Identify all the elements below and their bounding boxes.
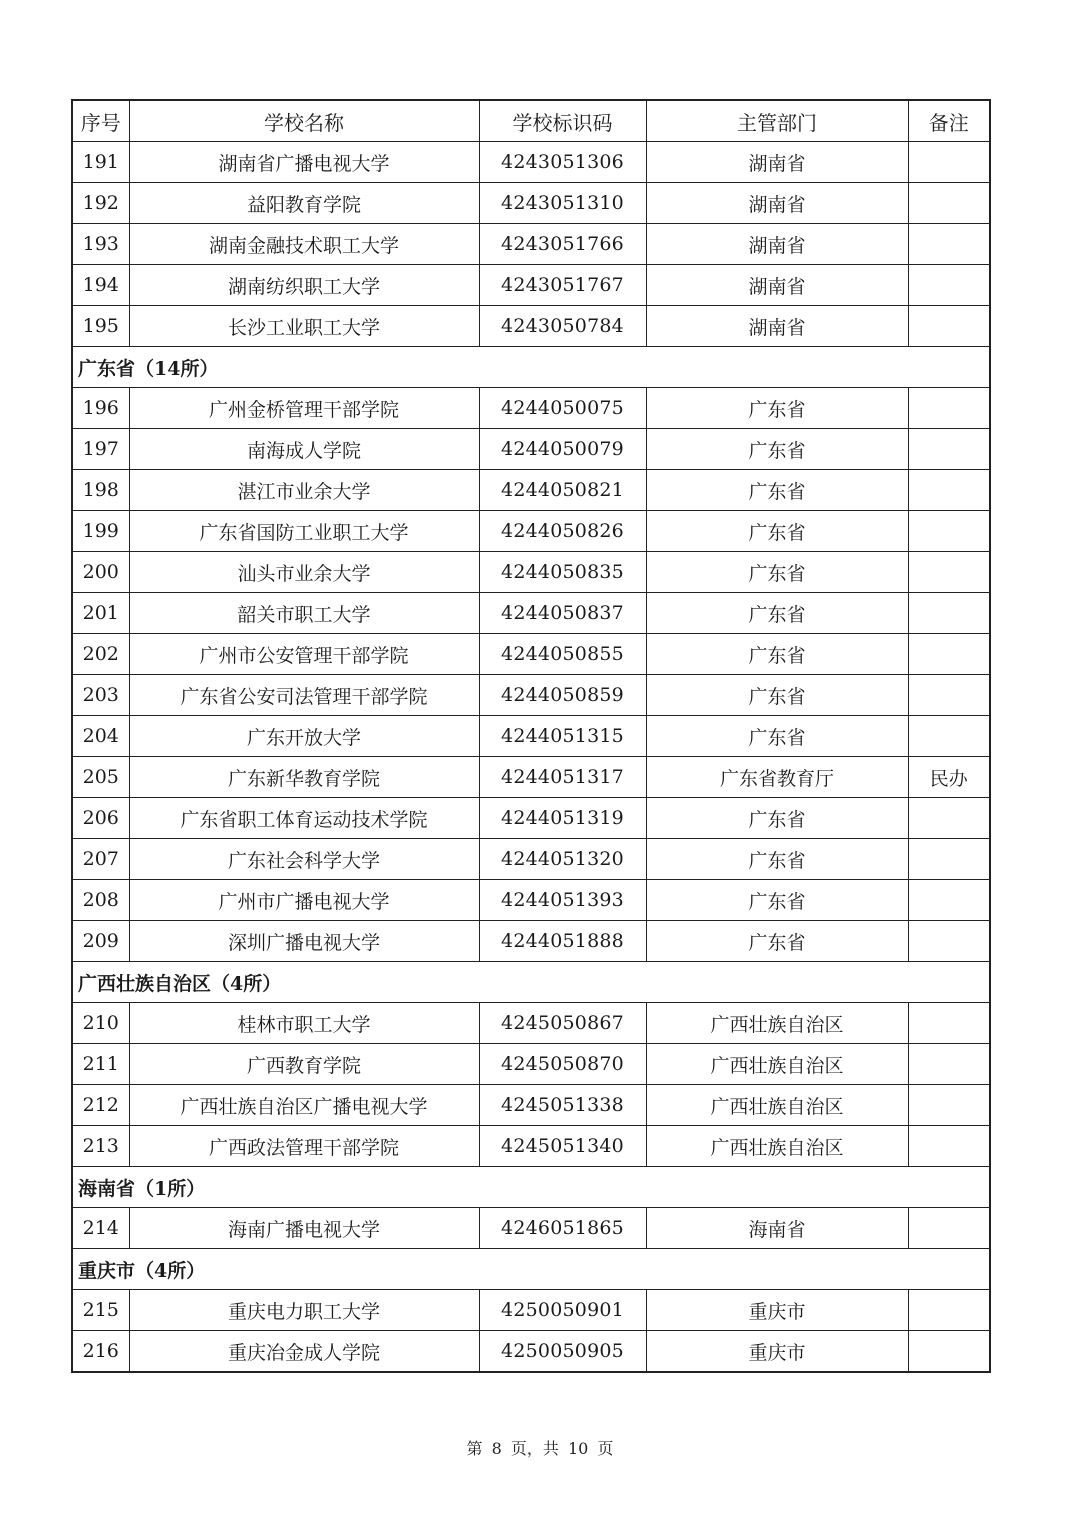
school-name-cell: 广西政法管理干部学院 [129, 1126, 479, 1167]
school-code-cell: 4243051767 [479, 265, 646, 306]
school-code-cell: 4244051315 [479, 716, 646, 757]
table-row [72, 839, 990, 880]
school-code-cell: 4244050859 [479, 675, 646, 716]
school-name-cell: 深圳广播电视大学 [129, 921, 479, 962]
department-cell: 广东省 [646, 388, 908, 429]
department-cell: 湖南省 [646, 224, 908, 265]
department-cell: 重庆市 [646, 1290, 908, 1331]
note-cell [908, 593, 990, 634]
index-cell: 212 [72, 1085, 129, 1126]
index-cell: 195 [72, 306, 129, 347]
note-cell [908, 1003, 990, 1044]
school-code-cell: 4244051317 [479, 757, 646, 798]
department-cell: 广东省 [646, 552, 908, 593]
department-cell: 广东省教育厅 [646, 757, 908, 798]
table-row [72, 142, 990, 183]
note-cell [908, 675, 990, 716]
department-cell: 重庆市 [646, 1331, 908, 1373]
index-cell: 205 [72, 757, 129, 798]
note-cell [908, 1208, 990, 1249]
table-row [72, 1290, 990, 1331]
index-cell: 193 [72, 224, 129, 265]
school-code-cell: 4245050870 [479, 1044, 646, 1085]
department-cell: 广西壮族自治区 [646, 1085, 908, 1126]
school-name-cell: 重庆电力职工大学 [129, 1290, 479, 1331]
school-name-cell: 汕头市业余大学 [129, 552, 479, 593]
school-name-cell: 湖南纺织职工大学 [129, 265, 479, 306]
table-row [72, 1003, 990, 1044]
school-name-cell: 广东省职工体育运动技术学院 [129, 798, 479, 839]
school-code-cell: 4244050855 [479, 634, 646, 675]
group-header-row [72, 1167, 990, 1208]
school-code-cell: 4244050079 [479, 429, 646, 470]
index-cell: 216 [72, 1331, 129, 1373]
department-cell: 广东省 [646, 798, 908, 839]
table-row [72, 1126, 990, 1167]
note-cell [908, 388, 990, 429]
table-row [72, 593, 990, 634]
index-cell: 191 [72, 142, 129, 183]
group-label: 广西壮族自治区（4所） [72, 962, 990, 1003]
index-cell: 202 [72, 634, 129, 675]
index-cell: 203 [72, 675, 129, 716]
department-cell: 海南省 [646, 1208, 908, 1249]
index-cell: 208 [72, 880, 129, 921]
school-name-cell: 广州金桥管理干部学院 [129, 388, 479, 429]
school-code-cell: 4244050835 [479, 552, 646, 593]
group-header-row [72, 1249, 990, 1290]
note-cell [908, 1044, 990, 1085]
school-code-cell: 4243051766 [479, 224, 646, 265]
group-label: 重庆市（4所） [72, 1249, 990, 1290]
school-name-cell: 广州市广播电视大学 [129, 880, 479, 921]
table-row [72, 1208, 990, 1249]
index-cell: 215 [72, 1290, 129, 1331]
note-cell [908, 429, 990, 470]
note-cell [908, 470, 990, 511]
school-code-cell: 4244051888 [479, 921, 646, 962]
department-cell: 广东省 [646, 634, 908, 675]
table-row [72, 675, 990, 716]
note-cell [908, 634, 990, 675]
index-cell: 207 [72, 839, 129, 880]
school-code-cell: 4250050901 [479, 1290, 646, 1331]
group-header-row [72, 347, 990, 388]
school-name-cell: 海南广播电视大学 [129, 1208, 479, 1249]
index-cell: 196 [72, 388, 129, 429]
table-row [72, 552, 990, 593]
index-cell: 213 [72, 1126, 129, 1167]
note-cell [908, 224, 990, 265]
note-cell [908, 552, 990, 593]
school-name-cell: 广东社会科学大学 [129, 839, 479, 880]
group-label: 广东省（14所） [72, 347, 990, 388]
group-header-row [72, 962, 990, 1003]
table-row [72, 224, 990, 265]
school-code-cell: 4244051393 [479, 880, 646, 921]
header-department: 主管部门 [646, 100, 908, 142]
page-number-footer: 第 8 页，共 10 页 [466, 1439, 614, 1458]
school-name-cell: 桂林市职工大学 [129, 1003, 479, 1044]
index-cell: 192 [72, 183, 129, 224]
school-code-cell: 4243050784 [479, 306, 646, 347]
table-row [72, 470, 990, 511]
table-row [72, 183, 990, 224]
header-school-code: 学校标识码 [479, 100, 646, 142]
header-note: 备注 [908, 100, 990, 142]
department-cell: 湖南省 [646, 183, 908, 224]
department-cell: 湖南省 [646, 306, 908, 347]
department-cell: 广东省 [646, 470, 908, 511]
table-header-row [72, 100, 990, 142]
table-row [72, 511, 990, 552]
index-cell: 206 [72, 798, 129, 839]
note-cell [908, 1331, 990, 1373]
department-cell: 广东省 [646, 716, 908, 757]
school-name-cell: 广西壮族自治区广播电视大学 [129, 1085, 479, 1126]
table-row [72, 1085, 990, 1126]
school-name-cell: 广东开放大学 [129, 716, 479, 757]
table-row [72, 757, 990, 798]
note-cell [908, 1126, 990, 1167]
school-name-cell: 广西教育学院 [129, 1044, 479, 1085]
department-cell: 广东省 [646, 429, 908, 470]
note-cell [908, 265, 990, 306]
note-cell [908, 798, 990, 839]
school-name-cell: 重庆冶金成人学院 [129, 1331, 479, 1373]
school-code-cell: 4246051865 [479, 1208, 646, 1249]
header-index: 序号 [72, 100, 129, 142]
index-cell: 210 [72, 1003, 129, 1044]
index-cell: 211 [72, 1044, 129, 1085]
index-cell: 209 [72, 921, 129, 962]
note-cell [908, 1085, 990, 1126]
department-cell: 湖南省 [646, 265, 908, 306]
index-cell: 197 [72, 429, 129, 470]
school-code-cell: 4244050837 [479, 593, 646, 634]
department-cell: 广西壮族自治区 [646, 1044, 908, 1085]
index-cell: 198 [72, 470, 129, 511]
school-code-cell: 4243051310 [479, 183, 646, 224]
note-cell [908, 921, 990, 962]
school-code-cell: 4244050821 [479, 470, 646, 511]
header-school-name: 学校名称 [129, 100, 479, 142]
note-cell [908, 716, 990, 757]
school-code-cell: 4245050867 [479, 1003, 646, 1044]
note-cell [908, 839, 990, 880]
table-row [72, 716, 990, 757]
school-name-cell: 南海成人学院 [129, 429, 479, 470]
table-row [72, 1331, 990, 1373]
department-cell: 广东省 [646, 511, 908, 552]
note-cell [908, 183, 990, 224]
school-name-cell: 益阳教育学院 [129, 183, 479, 224]
group-label: 海南省（1所） [72, 1167, 990, 1208]
table-body [72, 142, 990, 1373]
school-code-cell: 4250050905 [479, 1331, 646, 1373]
department-cell: 广西壮族自治区 [646, 1126, 908, 1167]
index-cell: 204 [72, 716, 129, 757]
note-cell [908, 306, 990, 347]
note-cell: 民办 [908, 757, 990, 798]
department-cell: 广东省 [646, 880, 908, 921]
department-cell: 广西壮族自治区 [646, 1003, 908, 1044]
school-name-cell: 长沙工业职工大学 [129, 306, 479, 347]
school-code-cell: 4244051319 [479, 798, 646, 839]
school-code-cell: 4243051306 [479, 142, 646, 183]
table-row [72, 634, 990, 675]
table-row [72, 1044, 990, 1085]
table-row [72, 921, 990, 962]
school-code-cell: 4245051340 [479, 1126, 646, 1167]
table-row [72, 306, 990, 347]
school-name-cell: 广东省公安司法管理干部学院 [129, 675, 479, 716]
school-name-cell: 广东省国防工业职工大学 [129, 511, 479, 552]
school-code-cell: 4244051320 [479, 839, 646, 880]
school-list-table [71, 99, 991, 1373]
note-cell [908, 1290, 990, 1331]
department-cell: 广东省 [646, 921, 908, 962]
table-row [72, 265, 990, 306]
index-cell: 201 [72, 593, 129, 634]
department-cell: 广东省 [646, 675, 908, 716]
department-cell: 湖南省 [646, 142, 908, 183]
note-cell [908, 511, 990, 552]
index-cell: 200 [72, 552, 129, 593]
department-cell: 广东省 [646, 593, 908, 634]
department-cell: 广东省 [646, 839, 908, 880]
school-code-cell: 4244050826 [479, 511, 646, 552]
school-name-cell: 广东新华教育学院 [129, 757, 479, 798]
table-row [72, 798, 990, 839]
index-cell: 199 [72, 511, 129, 552]
table-row [72, 429, 990, 470]
school-code-cell: 4244050075 [479, 388, 646, 429]
index-cell: 194 [72, 265, 129, 306]
table-row [72, 388, 990, 429]
index-cell: 214 [72, 1208, 129, 1249]
table-row [72, 880, 990, 921]
note-cell [908, 880, 990, 921]
school-name-cell: 广州市公安管理干部学院 [129, 634, 479, 675]
school-name-cell: 湖南金融技术职工大学 [129, 224, 479, 265]
note-cell [908, 142, 990, 183]
school-name-cell: 湖南省广播电视大学 [129, 142, 479, 183]
school-name-cell: 韶关市职工大学 [129, 593, 479, 634]
school-name-cell: 湛江市业余大学 [129, 470, 479, 511]
school-code-cell: 4245051338 [479, 1085, 646, 1126]
